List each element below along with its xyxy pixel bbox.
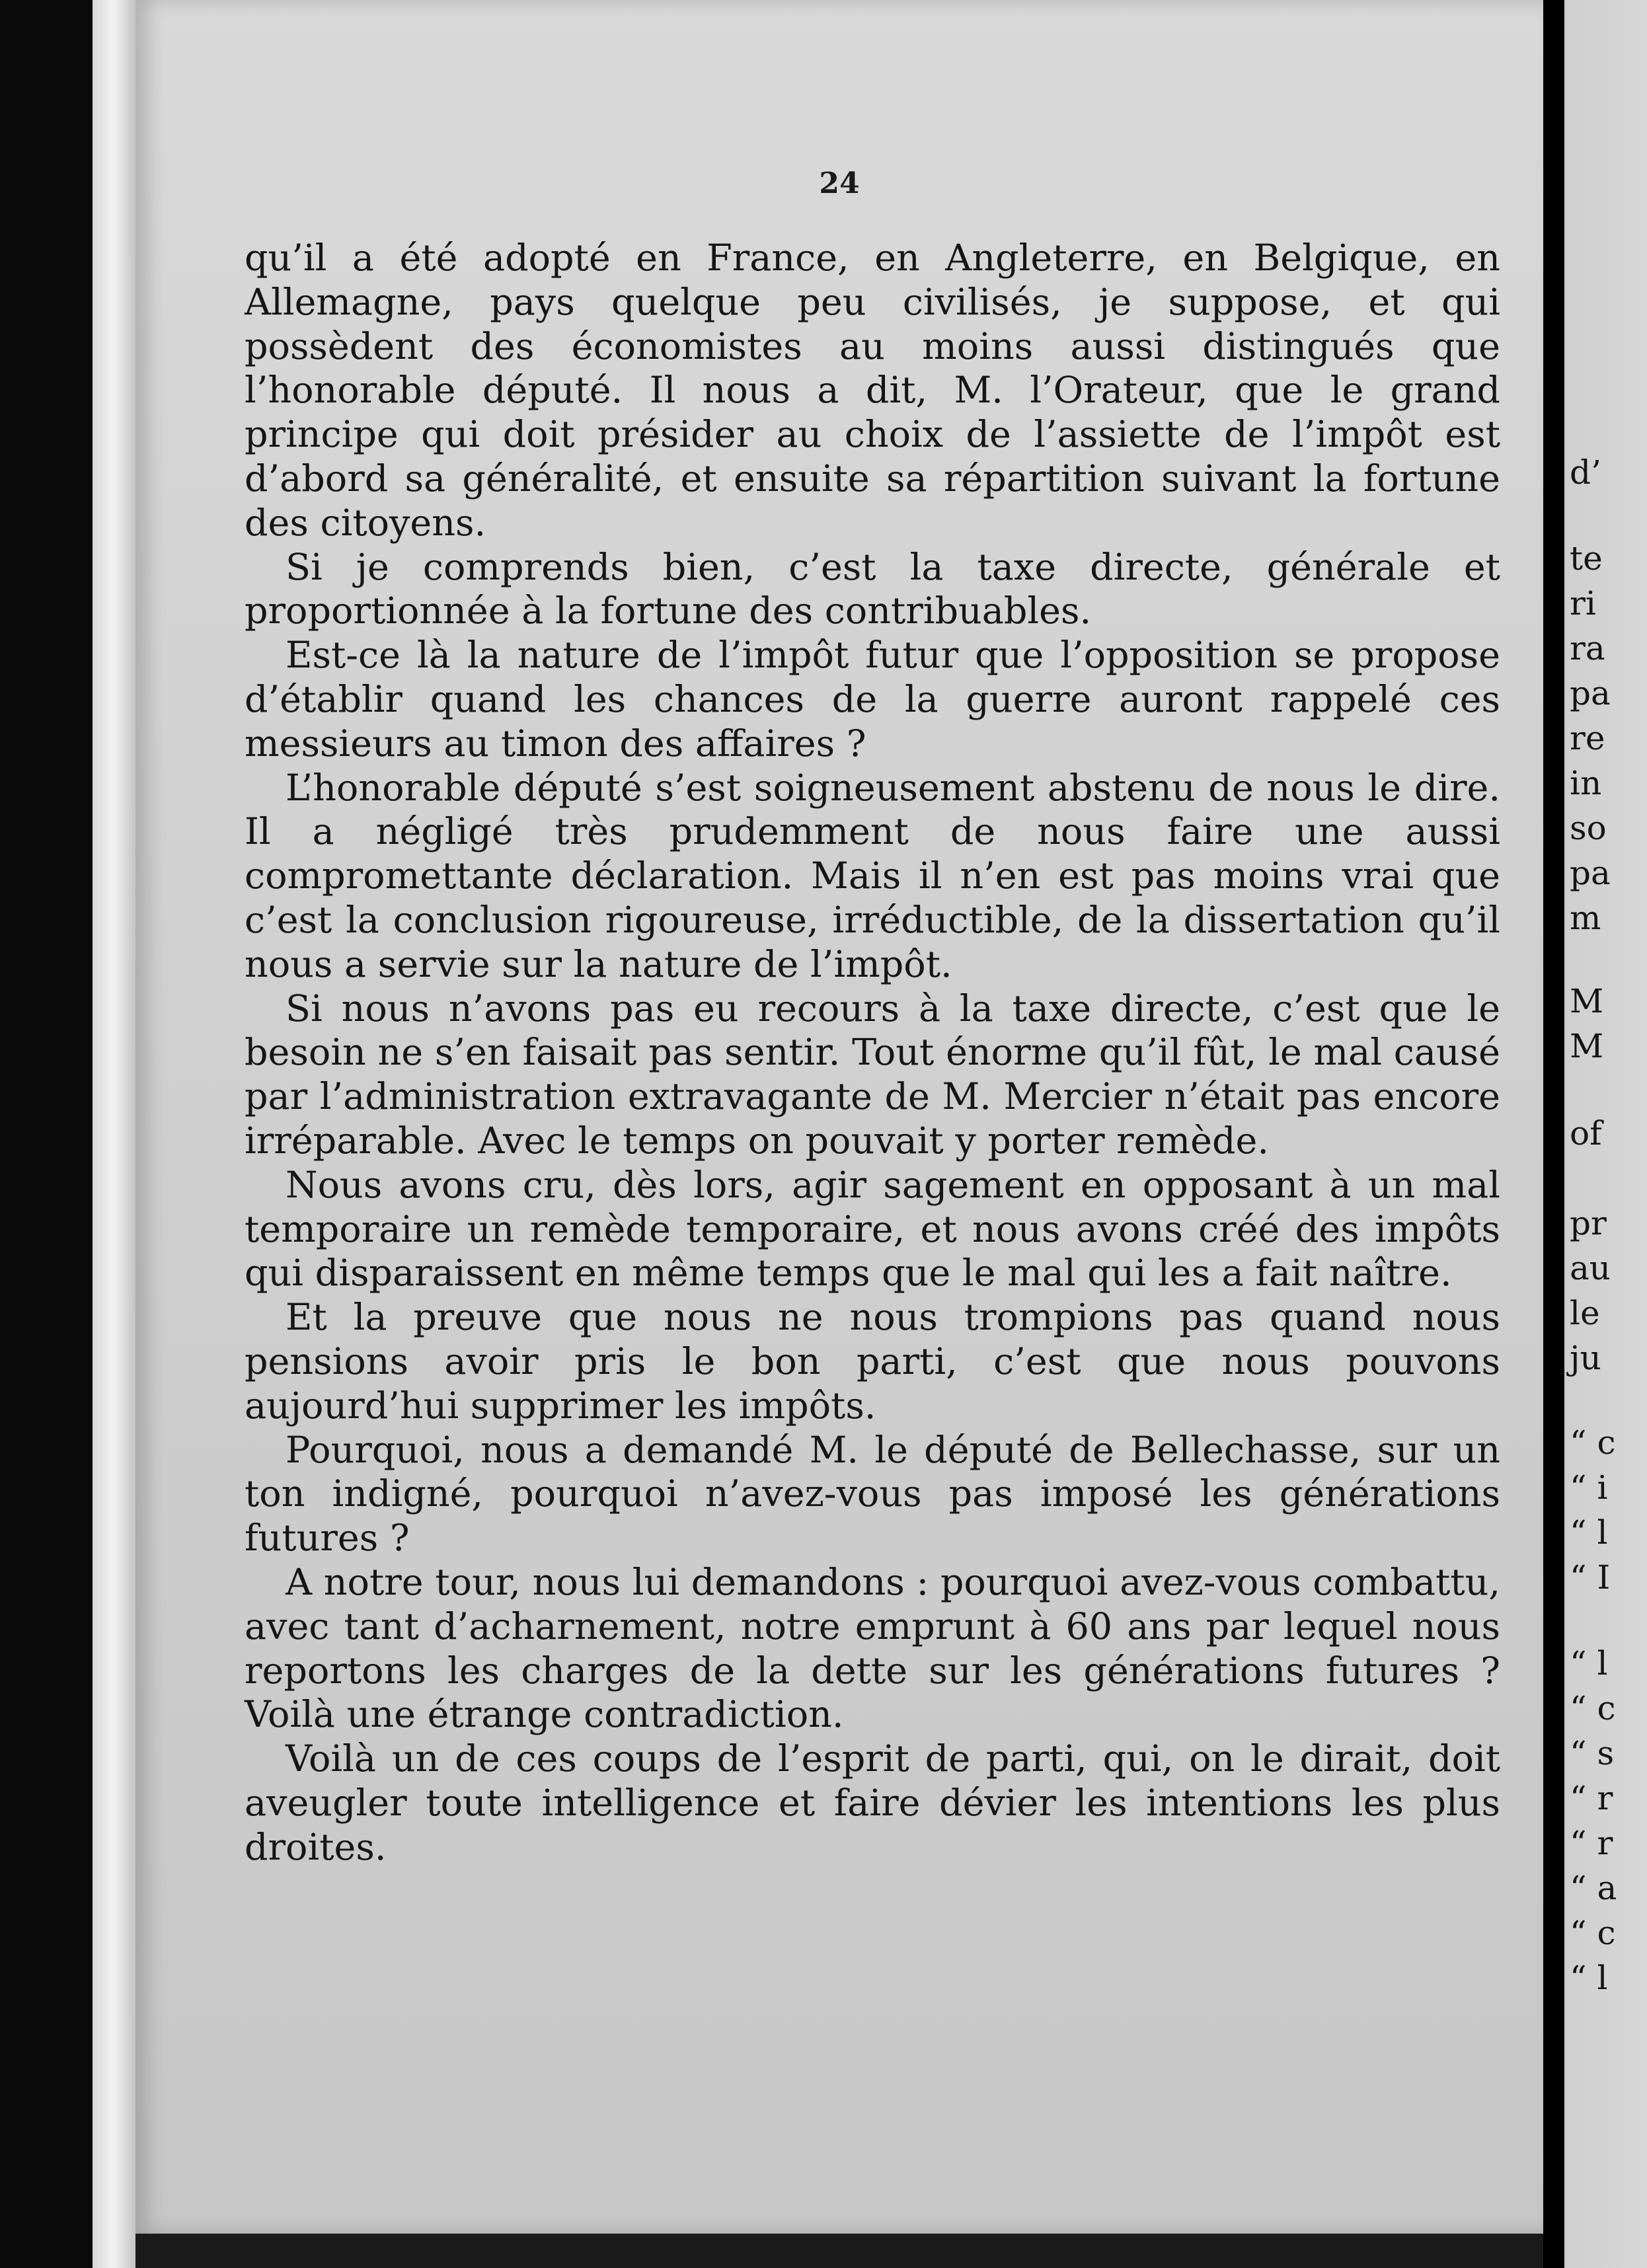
next-page-text-fragment: “ r: [1570, 1779, 1613, 1817]
next-page-text-fragment: in: [1570, 764, 1602, 802]
adjacent-page-fragment: [1564, 0, 1647, 2268]
scan-left-border: [0, 0, 99, 2268]
page-body-text: [245, 237, 1500, 1870]
next-page-text-fragment: “ s: [1570, 1734, 1615, 1772]
paragraph: Nous avons cru, dès lors, agir sagement en opposant à un mal temporaire un remède temporaire, et nous avons créé des impôts qui disparaissent en même temps que le mal qui les a fait naître.: [245, 1163, 1500, 1295]
next-page-text-fragment: pa: [1570, 674, 1611, 712]
next-page-text-fragment: m: [1570, 899, 1601, 937]
next-page-text-fragment: d’: [1570, 453, 1601, 492]
next-page-text-fragment: M: [1570, 1027, 1604, 1065]
paragraph: Voilà un de ces coups de l’esprit de parti, qui, on le dirait, doit aveugler toute intelligence et faire dévier les intentions les plus droites.: [245, 1737, 1500, 1869]
paragraph: L’honorable député s’est soigneusement abstenu de nous le dire. Il a négligé très prudemment de nous faire une aussi compromettante déclaration. Mais il n’en est pas moins vrai que c’est la conclusion rigoureuse, irréductible, de la dissertation qu’il nous a servie sur la nature de l’impôt.: [245, 766, 1500, 986]
next-page-text-fragment: re: [1570, 719, 1605, 757]
next-page-text-fragment: “ l: [1570, 1513, 1608, 1552]
next-page-text-fragment: pa: [1570, 854, 1611, 892]
next-page-text-fragment: of: [1570, 1114, 1602, 1153]
next-page-text-fragment: “ a: [1570, 1869, 1617, 1907]
page-number: 24: [819, 167, 860, 200]
paragraph: Si nous n’avons pas eu recours à la taxe directe, c’est que le besoin ne s’en faisait pas sentir. Tout énorme qu’il fût, le mal causé par l’administration extravagante de M. Mercier n’était pas encore irréparable. Avec le temps on pouvait y porter remède.: [245, 987, 1500, 1162]
next-page-text-fragment: ri: [1570, 584, 1596, 623]
paragraph: Pourquoi, nous a demandé M. le député de Bellechasse, sur un ton indigné, pourquoi n’avez-vous pas imposé les générations futures ?: [245, 1428, 1500, 1560]
book-page-edge: [93, 0, 139, 2268]
paragraph: Et la preuve que nous ne nous trompions pas quand nous pensions avoir pris le bon parti, c’est que nous pouvons aujourd’hui supprimer les impôts.: [245, 1296, 1500, 1427]
next-page-text-fragment: “ c: [1570, 1914, 1616, 1952]
next-page-text-fragment: au: [1570, 1249, 1611, 1287]
paragraph: Est-ce là la nature de l’impôt futur que l’opposition se propose d’établir quand les chances de la guerre auront rappelé ces messieurs au timon des affaires ?: [245, 634, 1500, 765]
paragraph: A notre tour, nous lui demandons : pourquoi avez-vous combattu, avec tant d’acharnement, notre emprunt à 60 ans par lequel nous reportons les charges de la dette sur les générations futures ? Voilà une étrange contradiction.: [245, 1560, 1500, 1737]
paragraph: qu’il a été adopté en France, en Angleterre, en Belgique, en Allemagne, pays quelque peu civilisés, je suppose, et qui possèdent des économistes au moins aussi distingués que l’honorable député. Il nous a dit, M. l’Orateur, que le grand principe qui doit présider au choix de l’assiette de l’impôt est d’abord sa généralité, et ensuite sa répartition suivant la fortune des citoyens.: [245, 237, 1500, 545]
next-page-text-fragment: “ c: [1570, 1689, 1616, 1727]
next-page-text-fragment: “ c: [1570, 1423, 1616, 1462]
next-page-text-fragment: ju: [1570, 1339, 1601, 1377]
scan-bottom-border: [135, 2234, 1543, 2268]
next-page-text-fragment: le: [1570, 1294, 1600, 1332]
next-page-text-fragment: “ l: [1570, 1644, 1608, 1682]
next-page-text-fragment: pr: [1570, 1204, 1607, 1242]
next-page-text-fragment: “ r: [1570, 1824, 1613, 1862]
next-page-text-fragment: so: [1570, 809, 1607, 847]
next-page-text-fragment: M: [1570, 982, 1604, 1020]
paragraph: Si je comprends bien, c’est la taxe directe, générale et proportionnée à la fortune des contribuables.: [245, 545, 1500, 633]
next-page-text-fragment: “ i: [1570, 1468, 1608, 1507]
book-gutter: [1543, 0, 1564, 2268]
next-page-text-fragment: ra: [1570, 629, 1605, 667]
next-page-text-fragment: “ l: [1570, 1959, 1608, 1997]
next-page-text-fragment: “ I: [1570, 1558, 1611, 1597]
next-page-text-fragment: te: [1570, 539, 1603, 578]
